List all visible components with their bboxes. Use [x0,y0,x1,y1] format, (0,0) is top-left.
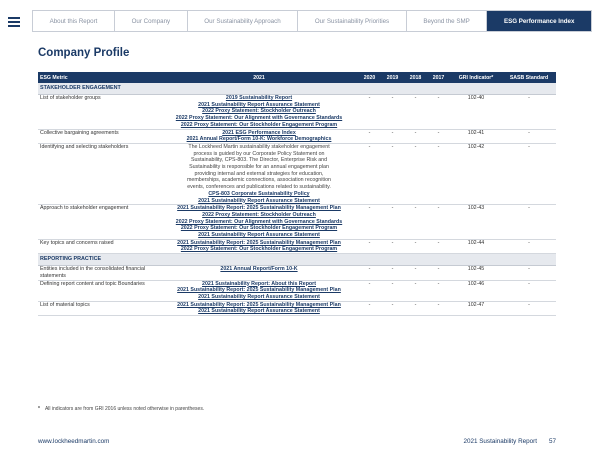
gri-indicator: 102-47 [467,301,485,308]
sasb-standard: - [528,143,530,150]
table-header [38,72,556,83]
year-value: - [437,205,440,212]
reference-link[interactable]: 2022 Proxy Statement: Stockholder Outreach [202,211,316,218]
year-value: - [391,205,394,212]
year-value: - [368,205,371,212]
reference-cell [160,144,358,204]
table-row [38,95,556,130]
reference-link[interactable]: 2021 Annual Report/Form 10-K: Workforce Demographics [186,136,332,143]
year-value: - [414,266,417,273]
year-value: - [391,301,394,308]
table-row [38,281,556,302]
esg-table [38,72,556,316]
reference-link[interactable]: 2019 Sustainability Report [225,95,293,101]
year-value: - [368,95,371,101]
menu-icon[interactable] [8,17,20,27]
table-row [38,144,556,205]
gri-indicator: 102-44 [467,239,485,246]
reference-link[interactable]: 2021 ESG Performance Index [222,129,296,136]
metric-cell: Approach to stakeholder engagement [40,205,129,212]
year-value: - [437,301,440,308]
reference-link[interactable]: 2021 Sustainability Report: 2025 Sustainability Management Plan [177,239,341,246]
sasb-standard: - [528,239,530,246]
footnote-text: All indicators are from GRI 2016 unless noted otherwise in parentheses. [44,406,205,412]
table-row [38,130,556,144]
header-ref: 2021 [253,74,265,81]
metric-cell: Identifying and selecting stakeholders [40,143,129,150]
metric-cell: List of stakeholder groups [40,95,101,101]
year-value: - [414,205,417,212]
metric-cell: Key topics and concerns raised [40,239,114,246]
nav-tab[interactable]: Beyond the SMP [407,11,488,31]
header-gri: GRI Indicator* [458,74,494,81]
reference-cell [160,266,358,273]
reference-cell [160,240,358,253]
year-value: - [437,280,440,287]
header-year: 2020 [363,74,376,81]
year-value: - [437,143,440,150]
year-value: - [437,95,440,101]
reference-link[interactable]: 2021 Sustainability Report Assurance Statement [198,293,320,300]
year-value: - [391,143,394,150]
gri-indicator: 102-42 [467,143,485,150]
year-value: - [414,301,417,308]
reference-text: process is guided by our Corporate Policy Statement on [193,150,325,157]
header-year: 2017 [432,74,445,81]
year-value: - [391,239,394,246]
year-value: - [368,143,371,150]
reference-link[interactable]: CPS-803 Corporate Sustainability Policy [208,190,310,197]
year-value: - [414,129,417,136]
year-value: - [391,129,394,136]
nav-tab[interactable]: About this Report [33,11,115,31]
table-body [38,83,556,316]
gri-indicator: 102-45 [467,266,485,273]
year-value: - [368,129,371,136]
reference-link[interactable]: 2022 Proxy Statement: Stockholder Outreach [202,108,316,115]
year-value: - [437,129,440,136]
year-value: - [368,266,371,273]
year-value: - [437,239,440,246]
reference-link[interactable]: 2022 Proxy Statement: Our Stockholder Engagement Program [180,121,338,128]
table-row [38,205,556,240]
footer-report-title: 2021 Sustainability Report [463,438,537,445]
year-value: - [414,239,417,246]
sasb-standard: - [528,280,530,287]
reference-link[interactable]: 2021 Sustainability Report: 2025 Sustainability Management Plan [177,301,341,308]
reference-text: providing internal and external strategies for education, [194,170,324,177]
reference-link[interactable]: 2022 Proxy Statement: Our Stockholder Engagement Program [180,246,338,253]
sasb-standard: - [528,95,530,101]
reference-text: The Lockheed Martin sustainability stakeholder engagement [188,143,330,150]
gri-indicator: 102-43 [467,205,485,212]
metric-cell: Defining report content and topic Boundaries [40,280,145,287]
footer-right [463,438,556,445]
reference-link[interactable]: 2021 Sustainability Report Assurance Statement [198,197,320,204]
reference-cell [160,281,358,301]
section-header: REPORTING PRACTICE [38,254,556,266]
reference-cell [160,302,358,315]
table-row [38,240,556,254]
reference-text: Sustainability, CPS-803. The Director, Enterprise Risk and [190,157,328,164]
reference-cell [160,95,358,129]
gri-indicator: 102-41 [467,129,485,136]
metric-cell: List of material topics [40,301,90,308]
page-number: 57 [548,438,556,445]
sasb-standard: - [528,205,530,212]
year-value: - [391,280,394,287]
top-navigation [32,10,592,32]
reference-link[interactable]: 2021 Sustainability Report: 2025 Sustainability Management Plan [177,205,341,212]
reference-link[interactable]: 2022 Proxy Statement: Our Alignment with Governance Standards [175,115,343,122]
reference-link[interactable]: 2021 Annual Report/Form 10-K [220,266,298,273]
reference-link[interactable]: 2021 Sustainability Report Assurance Statement [198,308,320,315]
year-value: - [368,280,371,287]
footnote-marker: * [38,406,40,412]
reference-link[interactable]: 2021 Sustainability Report: About this Report [202,280,316,287]
nav-tab[interactable]: Our Company [115,11,188,31]
year-value: - [391,266,394,273]
table-row [38,302,556,316]
nav-tab[interactable]: ESG Performance Index [487,11,591,31]
footnote [38,406,204,412]
reference-cell [160,130,358,143]
reference-text: memberships, academic connections, association recognition [187,177,331,184]
reference-text: Sustainability is responsible for an annual engagement plan [189,164,329,171]
sasb-standard: - [528,129,530,136]
section-header: STAKEHOLDER ENGAGEMENT [38,83,556,95]
header-year: 2018 [409,74,422,81]
reference-cell [160,205,358,239]
sasb-standard: - [528,301,530,308]
reference-link[interactable]: 2022 Proxy Statement: Our Stockholder Engagement Program [180,225,338,232]
year-value: - [414,95,417,101]
footer-website-link[interactable]: www.lockheedmartin.com [38,438,110,445]
header-sasb: SASB Standard [509,74,549,81]
reference-link[interactable]: 2021 Sustainability Report: 2025 Sustainability Management Plan [177,287,341,294]
reference-link[interactable]: 2021 Sustainability Report Assurance Statement [198,101,320,108]
page-title: Company Profile [38,47,130,59]
year-value: - [414,143,417,150]
reference-text: events, conferences and publications related to sustainability. [187,184,331,191]
sasb-standard: - [528,266,530,273]
gri-indicator: 102-40 [467,95,485,101]
nav-tab[interactable]: Our Sustainability Approach [188,11,299,31]
metric-cell: Collective bargaining agreements [40,129,119,136]
year-value: - [414,280,417,287]
table-row [38,266,556,280]
reference-link[interactable]: 2021 Sustainability Report Assurance Statement [198,232,320,239]
year-value: - [391,95,394,101]
header-metric: ESG Metric [40,74,68,81]
nav-tab[interactable]: Our Sustainability Priorities [298,11,406,31]
reference-link[interactable]: 2022 Proxy Statement: Our Alignment with Governance Standards [175,218,343,225]
gri-indicator: 102-46 [467,280,485,287]
year-value: - [368,301,371,308]
header-year: 2019 [386,74,399,81]
metric-cell: Entities included in the consolidated financial statements [40,266,146,279]
year-value: - [368,239,371,246]
year-value: - [437,266,440,273]
